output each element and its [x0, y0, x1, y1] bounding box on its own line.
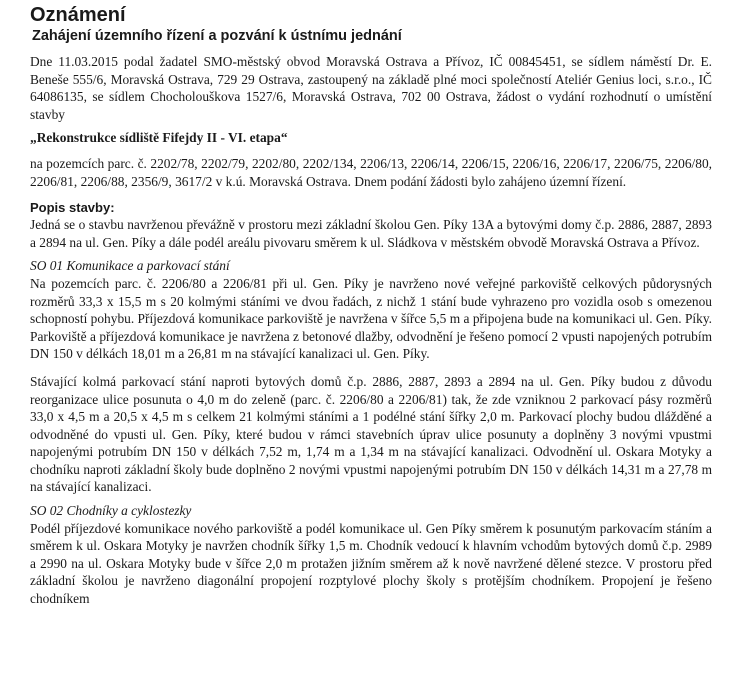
parcels-paragraph: na pozemcích parc. č. 2202/78, 2202/79, 2202/80, 2202/134, 2206/13, 2206/14, 2206/15, 2206/16, 2206/17, 2206/75, 2206/80, 2206/81, 2206/88, 2356/9, 3617/2 v k.ú. Moravská Ostrava. Dnem podání žádosti bylo zahájeno územní řízení.: [30, 155, 712, 189]
description-heading: Popis stavby:: [30, 200, 115, 216]
so01-heading: SO 01 Komunikace a parkovací stání: [30, 258, 230, 274]
page-subtitle: Zahájení územního řízení a pozvání k ústnímu jednání: [32, 28, 402, 44]
page-title: Oznámení: [30, 4, 126, 26]
so01-paragraph-2: Stávající kolmá parkovací stání naproti bytových domů č.p. 2886, 2887, 2893 a 2894 na ul. Gen. Píky budou z důvodu reorganizace ulice posunuta o 4,0 m do zeleně (parc. č. 2206/80 a 2206/81) tak, že zde vzniknou 2 parkovací pásy rozměrů 33,0 x 4,5 m a 20,5 x 4,5 m s celkem 21 kolmými stáními a 1 podélné stání šířky 2,0 m. Parkovací plochy budou dlážděné a odvodněné do vpusti ul. Gen. Píky, které budou v rámci stavebních úprav ulice posunuty a doplněny 3 novými vpustmi napojenými potrubím DN 150 v délkách 7,52 m, 1,74 m a 1,34 m na stávající kanalizaci. Odvodnění ul. Oskara Motyky a chodníku naproti základní školy bude doplněno 2 novými vpustmi napojenými potrubím DN 150 v délkách 14,31 m a 27,78 m na stávající kanalizaci.: [30, 373, 712, 495]
description-paragraph: Jedná se o stavbu navrženou převážně v prostoru mezi základní školou Gen. Píky 13A a bytovými domy č.p. 2886, 2887, 2893 a 2894 na ul. Gen. Píky a dále podél areálu pivovaru směrem k ul. Sládkova v městském obvodě Moravská Ostrava a Přívoz.: [30, 217, 712, 250]
so02-heading: SO 02 Chodníky a cyklostezky: [30, 503, 192, 519]
project-name: „Rekonstrukce sídliště Fifejdy II - VI. etapa“: [30, 130, 288, 146]
so01-paragraph-1: Na pozemcích parc. č. 2206/80 a 2206/81 při ul. Gen. Píky je navrženo nové veřejné parkoviště celkových půdorysných rozměrů 33,3 x 15,5 m s 20 kolmými stáními ve dvou řadách, z nichž 1 stání bude vyhrazeno pro vozidla osob s omezenou schopností pohybu. Příjezdová komunikace parkoviště je navržena v šířce 5,5 m a připojena bude na komunikaci ul. Gen. Píky. Parkoviště a příjezdová komunikace je navržena z betonové dlažby, odvodnění je řešeno pomocí 2 vpusti napojených potrubím DN 150 v délkách 18,01 m a 26,81 m na stávající kanalizaci ul. Gen. Píky.: [30, 275, 712, 362]
so02-paragraph-1: Podél příjezdové komunikace nového parkoviště a podél komunikace ul. Gen Píky směrem k posunutým parkovacím stáním a směrem k ul. Oskara Motyky je navržen chodník šířky 1,5 m. Chodník vedoucí k hlavním vchodům bytových domů č.p. 2989 a 2990 na ul. Oskara Motyky bude v šířce 2,0 m protažen jižním směrem až k nově navržené dělené stezce. V prostoru před základní školou je navrženo diagonální propojení rozptylové plochy školy s protějším chodníkem. Propojení je řešeno chodníkem: [30, 520, 712, 607]
intro-paragraph: Dne 11.03.2015 podal žadatel SMO-městský obvod Moravská Ostrava a Přívoz, IČ 00845451, se sídlem náměstí Dr. E. Beneše 555/6, Moravská Ostrava, 729 29 Ostrava, zastoupený na základě plné moci společností Ateliér Genius loci, s.r.o., IČ 64086135, se sídlem Chocholouškova 1527/6, Moravská Ostrava, 702 00 Ostrava, žádost o vydání rozhodnutí o umístění stavby: [30, 54, 712, 122]
